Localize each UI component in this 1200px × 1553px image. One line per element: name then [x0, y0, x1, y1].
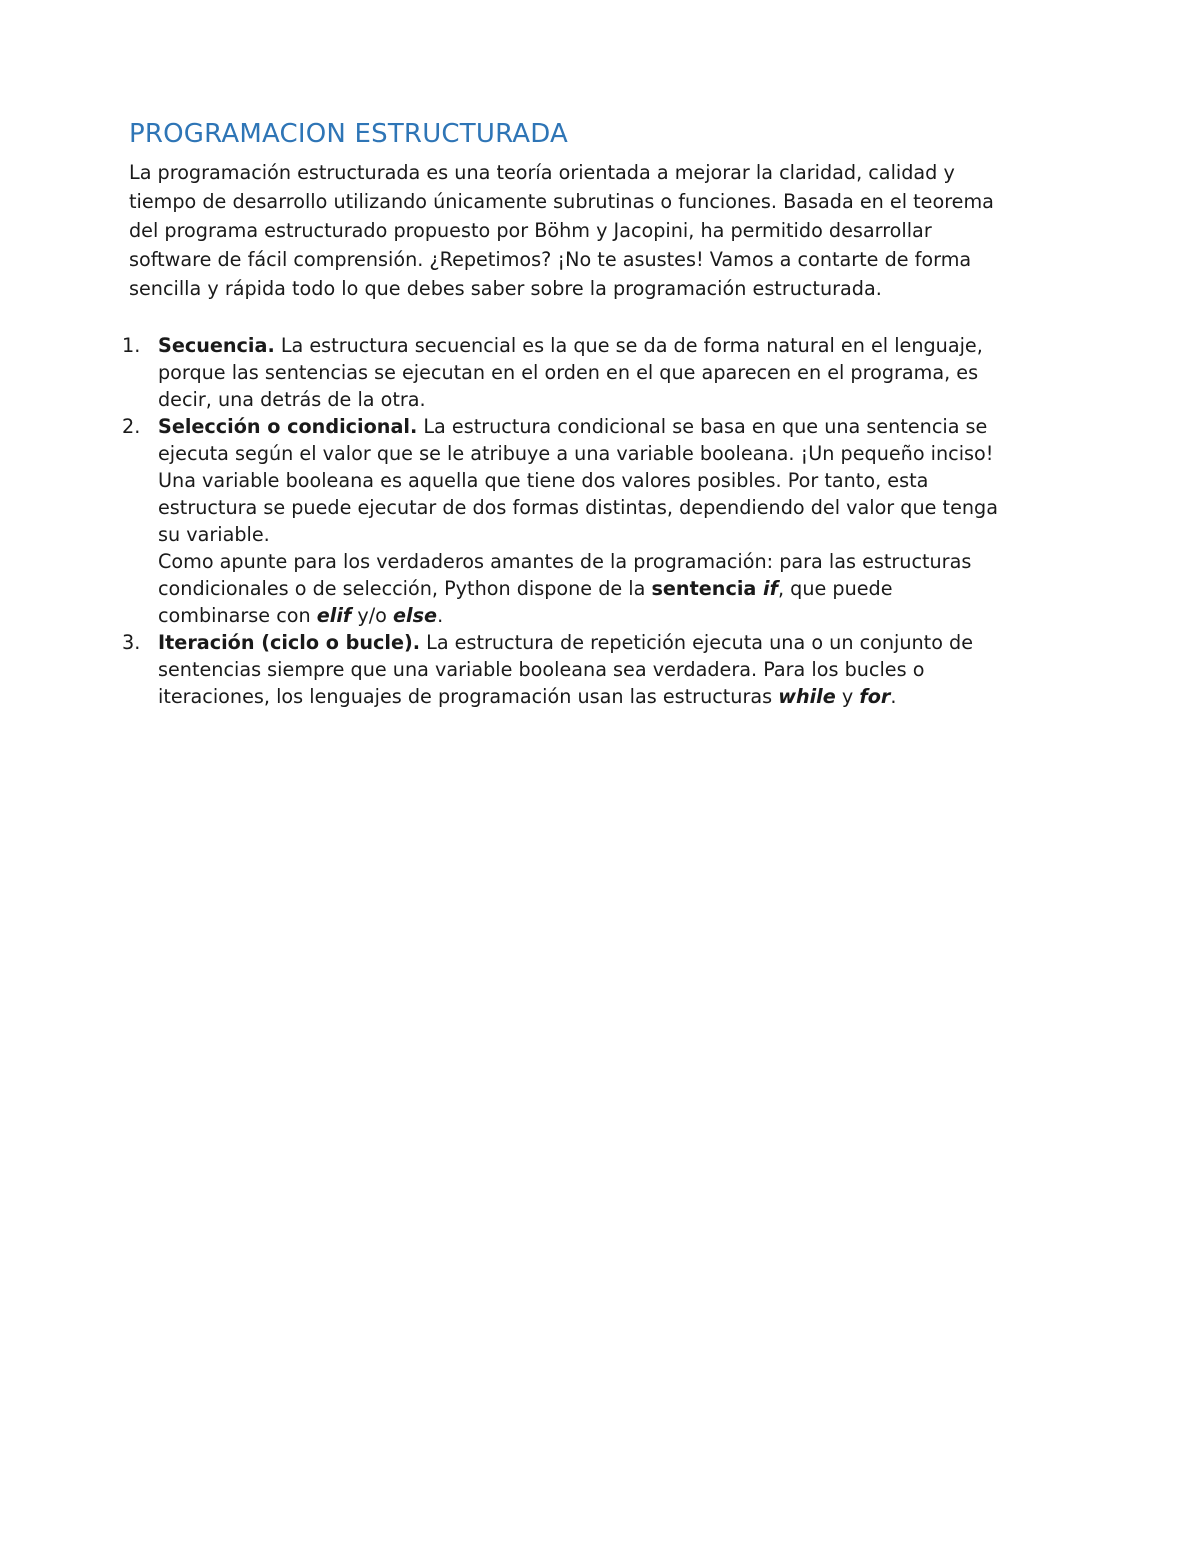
list-line: estructura se puede ejecutar de dos formas distintas, dependiendo del valor que tenga: [158, 496, 998, 519]
keyword-elif: elif: [316, 604, 352, 627]
keyword-if: if: [763, 577, 778, 600]
keyword-while: while: [778, 685, 836, 708]
list-line: porque las sentencias se ejecutan en el orden en el que aparecen en el programa, es: [158, 361, 979, 384]
intro-line: sencilla y rápida todo lo que debes saber sobre la programación estructurada.: [129, 277, 882, 300]
keyword-for: for: [859, 685, 891, 708]
list-item-secuencia: [0, 332, 1200, 413]
list-text: y: [835, 685, 860, 708]
list-text: .: [890, 685, 897, 708]
list-line: [158, 332, 1200, 359]
list-line: Una variable booleana es aquella que tiene dos valores posibles. Por tanto, esta: [158, 469, 929, 492]
keyword-sentencia: sentencia: [651, 577, 764, 600]
list-line: Como apunte para los verdaderos amantes de la programación: para las estructuras: [158, 550, 972, 573]
list-line: [158, 575, 1200, 602]
list-item-iteracion: [0, 629, 1200, 710]
intro-line: del programa estructurado propuesto por Böhm y Jacopini, ha permitido desarrollar: [129, 219, 932, 242]
list-item-heading: Secuencia.: [158, 334, 275, 357]
list-text: iteraciones, los lenguajes de programación usan las estructuras: [158, 685, 779, 708]
list-number: 2.: [122, 415, 141, 438]
list-text: La estructura condicional se basa en que una sentencia se: [417, 415, 988, 438]
list-text: .: [437, 604, 444, 627]
list-line: [158, 413, 1200, 440]
intro-line: La programación estructurada es una teoría orientada a mejorar la claridad, calidad y: [129, 161, 955, 184]
list-line: su variable.: [158, 523, 270, 546]
list-number: 1.: [122, 334, 141, 357]
intro-paragraph: [129, 158, 1079, 303]
list-line: [158, 683, 1200, 710]
list-text: condicionales o de selección, Python dispone de la: [158, 577, 652, 600]
document-title: PROGRAMACION ESTRUCTURADA: [129, 119, 569, 149]
structures-list: [0, 332, 1200, 710]
list-text: La estructura secuencial es la que se da de forma natural en el lenguaje,: [274, 334, 983, 357]
list-item-seleccion: [0, 413, 1200, 629]
list-line: sentencias siempre que una variable booleana sea verdadera. Para los bucles o: [158, 658, 925, 681]
list-number: 3.: [122, 631, 141, 654]
list-line: decir, una detrás de la otra.: [158, 388, 426, 411]
list-line: [158, 629, 1200, 656]
intro-line: software de fácil comprensión. ¿Repetimos? ¡No te asustes! Vamos a contarte de forma: [129, 248, 972, 271]
list-text: combinarse con: [158, 604, 317, 627]
list-text: , que puede: [777, 577, 893, 600]
list-item-heading: Selección o condicional.: [158, 415, 418, 438]
list-text: La estructura de repetición ejecuta una o un conjunto de: [420, 631, 974, 654]
list-line: [158, 602, 1200, 629]
list-line: ejecuta según el valor que se le atribuye a una variable booleana. ¡Un pequeño inciso!: [158, 442, 994, 465]
list-text: y/o: [351, 604, 394, 627]
intro-line: tiempo de desarrollo utilizando únicamente subrutinas o funciones. Basada en el teorema: [129, 190, 994, 213]
list-item-heading: Iteración (ciclo o bucle).: [158, 631, 421, 654]
keyword-else: else: [393, 604, 438, 627]
